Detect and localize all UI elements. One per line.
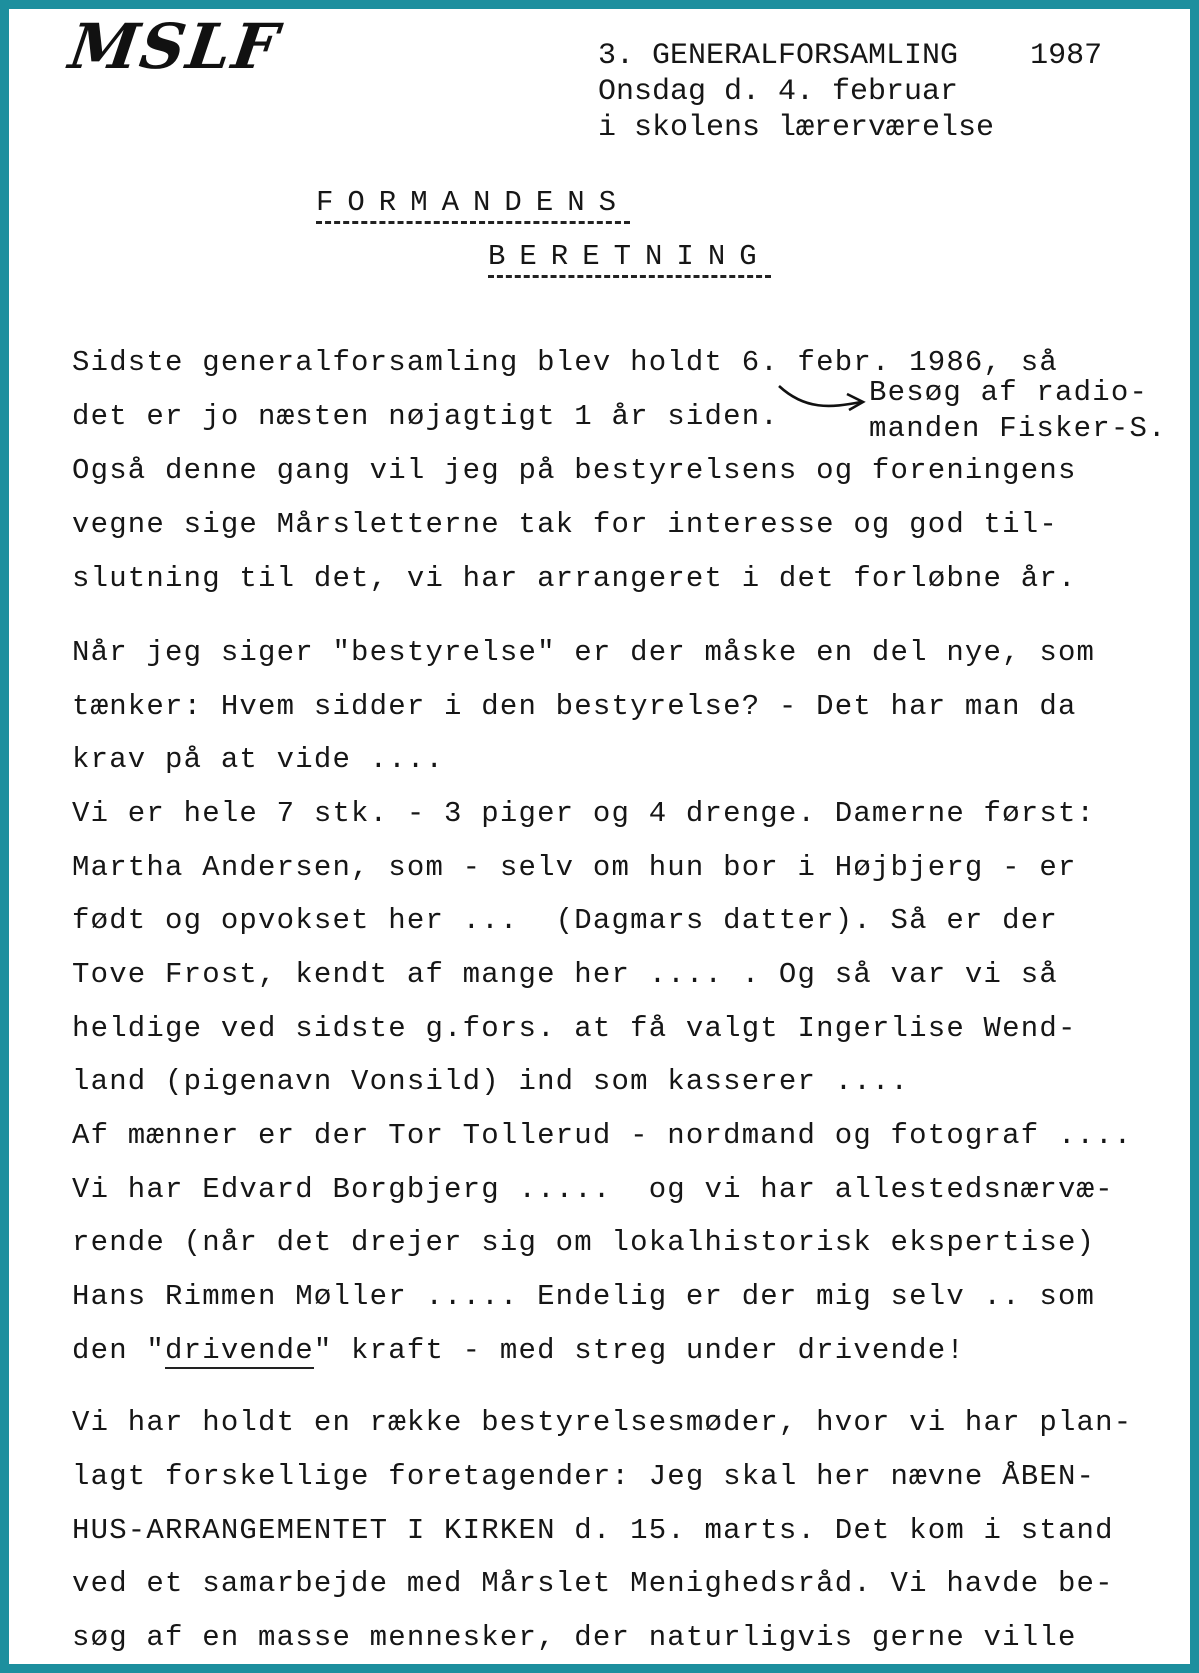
margin-note-line: Besøg af radio-	[869, 376, 1149, 409]
body-line: Martha Andersen, som - selv om hun bor i Højbjerg - er	[72, 851, 1077, 884]
body-line: heldige ved sidste g.fors. at få valgt Ingerlise Wend-	[72, 1012, 1077, 1045]
underlined-word: drivende	[165, 1334, 314, 1367]
body-line: Vi har holdt en række bestyrelsesmøder, hvor vi har plan-	[72, 1406, 1133, 1439]
body-line: Vi har Edvard Borgbjerg ..... og vi har allestedsnærvæ-	[72, 1173, 1114, 1206]
body-line: lagt forskellige foretagender: Jeg skal her nævne ÅBEN-	[72, 1460, 1096, 1493]
body-line: rende (når det drejer sig om lokalhistorisk ekspertise)	[72, 1226, 1096, 1259]
body-line: ved et samarbejde med Mårslet Menighedsråd. Vi havde be-	[72, 1567, 1114, 1600]
body-line: tænker: Hvem sidder i den bestyrelse? - Det har man da	[72, 690, 1077, 723]
title-word-beretning: BERETNING	[488, 240, 771, 278]
meeting-header	[598, 38, 1102, 146]
header-meeting-date: Onsdag d. 4. februar	[598, 75, 959, 109]
title-word-formandens: FORMANDENS	[316, 186, 630, 224]
header-meeting-location: i skolens lærerværelse	[598, 111, 995, 145]
text-segment: " kraft - med streg under drivende!	[313, 1334, 965, 1367]
body-line: vegne sige Mårsletterne tak for interesse og god til-	[72, 508, 1058, 541]
body-line: Også denne gang vil jeg på bestyrelsens og foreningens	[72, 454, 1077, 487]
margin-note-arrow-icon	[775, 380, 870, 420]
body-line-with-underline	[72, 1334, 965, 1367]
body-line: søg af en masse mennesker, der naturligvis gerne ville	[72, 1621, 1077, 1654]
body-line: Vi er hele 7 stk. - 3 piger og 4 drenge. Damerne først:	[72, 797, 1096, 830]
body-line: Sidste generalforsamling blev holdt 6. febr. 1986, så	[72, 346, 1058, 379]
body-line: slutning til det, vi har arrangeret i det forløbne år.	[72, 562, 1077, 595]
body-line: født og opvokset her ... (Dagmars datter). Så er der	[72, 904, 1058, 937]
body-line: Tove Frost, kendt af mange her .... . Og så var vi så	[72, 958, 1058, 991]
body-line: land (pigenavn Vonsild) ind som kasserer ....	[72, 1065, 910, 1098]
body-line: HUS-ARRANGEMENTET I KIRKEN d. 15. marts. Det kom i stand	[72, 1514, 1114, 1547]
margin-note-line: manden Fisker-S.	[869, 412, 1167, 445]
handwritten-organization-id: MSLF	[64, 10, 285, 83]
header-meeting-title: 3. GENERALFORSAMLING 1987	[598, 39, 1103, 73]
text-segment: den "	[72, 1334, 166, 1367]
body-line: Af mænner er der Tor Tollerud - nordmand og fotograf ....	[72, 1119, 1133, 1152]
body-line: Hans Rimmen Møller ..... Endelig er der mig selv .. som	[72, 1280, 1096, 1313]
body-line: det er jo næsten nøjagtigt 1 år siden.	[72, 400, 779, 433]
body-line: krav på at vide ....	[72, 743, 445, 776]
body-line: Når jeg siger "bestyrelse" er der måske en del nye, som	[72, 636, 1096, 669]
